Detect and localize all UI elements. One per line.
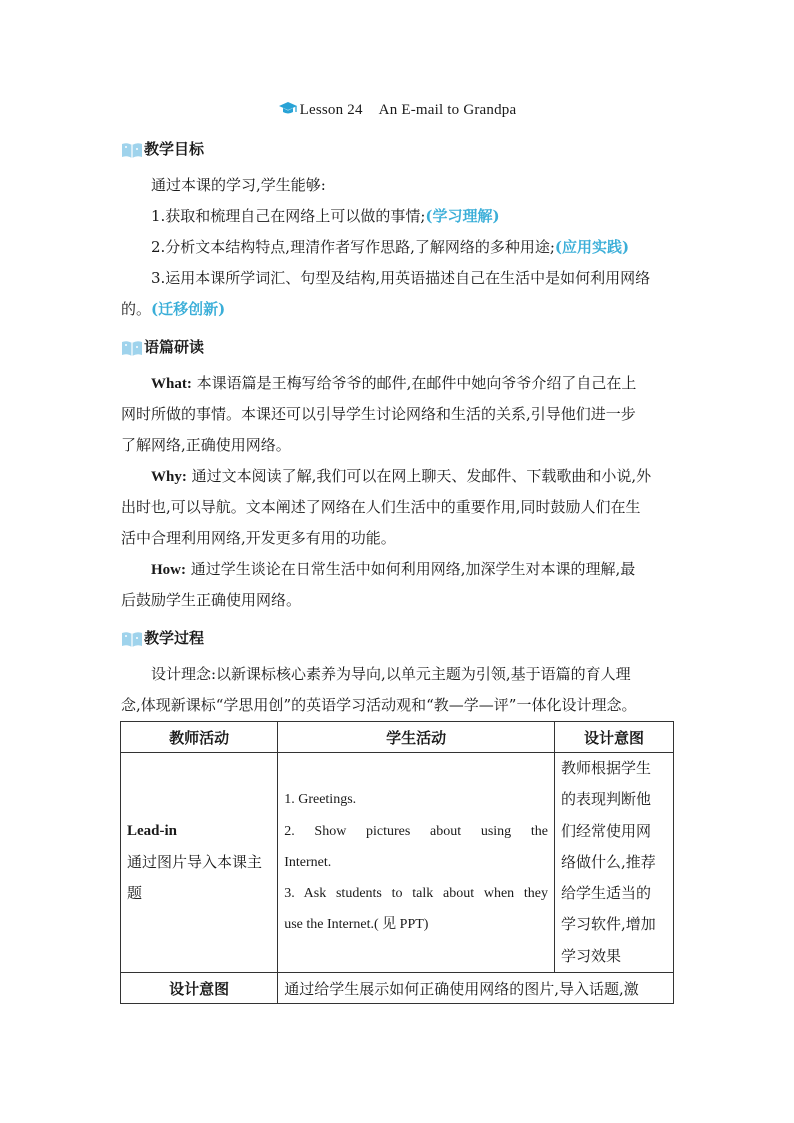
stage-desc-line-1: 通过图片导入本课主: [127, 853, 263, 872]
objective-item-3-line2: 的。(迁移创新): [121, 300, 226, 318]
student-activity-line: 1. Greetings.: [284, 792, 357, 808]
open-book-icon: [121, 141, 143, 165]
objectives-intro: 通过本课的学习,学生能够:: [151, 176, 326, 194]
header-design-intent: 设计意图: [555, 722, 674, 753]
student-activity-line: use the Internet.( 见 PPT): [284, 917, 429, 933]
stage-desc-line-2: 题: [127, 884, 143, 903]
how-line-2: 后鼓励学生正确使用网络。: [121, 591, 302, 609]
section-heading-analysis: 语篇研读: [121, 336, 204, 358]
stage-label: Lead-in: [127, 823, 178, 840]
intent-line: 学习软件,增加: [561, 915, 656, 934]
header-teacher-activity: 教师活动: [121, 722, 278, 753]
student-activity-line: 3. Ask students to talk about when they: [284, 886, 548, 902]
graduation-cap-icon: [278, 101, 298, 122]
what-line-2: 网时所做的事情。本课还可以引导学生讨论网络和生活的关系,引导他们进一步: [121, 405, 636, 423]
table-row: [121, 973, 674, 1004]
intent-line: 教师根据学生: [561, 759, 652, 777]
open-book-icon: [121, 630, 143, 654]
why-line-1: Why: 通过文本阅读了解,我们可以在网上聊天、发邮件、下载歌曲和小说,外: [151, 467, 652, 485]
why-line-3: 活中合理利用网络,开发更多有用的功能。: [121, 529, 396, 547]
what-line-3: 了解网络,正确使用网络。: [121, 436, 291, 454]
header-student-activity: 学生活动: [278, 722, 555, 753]
objective-item-3-line1: 3.运用本课所学词汇、句型及结构,用英语描述自己在生活中是如何利用网络: [151, 269, 651, 287]
objective-item-2: 2.分析文本结构特点,理清作者写作思路,了解网络的多种用途;(应用实践): [151, 238, 630, 256]
design-intent-label: 设计意图: [121, 973, 278, 1004]
table-row: [121, 753, 674, 973]
teacher-activity-cell: [121, 753, 278, 973]
intent-line: 学习效果: [561, 946, 622, 965]
lesson-topic: An E-mail to Grandpa: [378, 102, 517, 118]
what-line-1: What: 本课语篇是王梅写给爷爷的邮件,在邮件中她向爷爷介绍了自己在上: [151, 374, 637, 392]
design-concept-line-1: 设计理念:以新课标核心素养为导向,以单元主题为引领,基于语篇的育人理: [151, 665, 631, 683]
student-activity-line: 2. Show pictures about using the: [284, 823, 548, 839]
student-activity-line: Internet.: [284, 854, 332, 870]
design-intent-text: 通过给学生展示如何正确使用网络的图片,导入话题,激: [278, 973, 674, 1004]
intent-line: 给学生适当的: [561, 884, 652, 903]
section-heading-process: 教学过程: [121, 627, 204, 649]
lesson-number: Lesson 24: [299, 102, 363, 118]
intent-line: 的表现判断他: [561, 790, 652, 809]
lesson-title: [0, 101, 794, 122]
open-book-icon: [121, 339, 143, 363]
design-intent-cell: [555, 753, 674, 973]
how-line-1: How: 通过学生谈论在日常生活中如何利用网络,加深学生对本课的理解,最: [151, 560, 636, 578]
section-heading-objectives: 教学目标: [121, 138, 204, 160]
lesson-plan-table: [120, 721, 674, 1004]
why-line-2: 出时也,可以导航。文本阐述了网络在人们生活中的重要作用,同时鼓励人们在生: [121, 498, 641, 516]
design-concept-line-2: 念,体现新课标“学思用创”的英语学习活动观和“教—学—评”一体化设计理念。: [121, 696, 637, 714]
student-activity-cell: [278, 753, 555, 973]
objective-item-1: 1.获取和梳理自己在网络上可以做的事情;(学习理解): [151, 207, 500, 225]
intent-line: 们经常使用网: [561, 821, 652, 840]
table-header-row: [121, 722, 674, 753]
intent-line: 络做什么,推荐: [561, 852, 656, 871]
